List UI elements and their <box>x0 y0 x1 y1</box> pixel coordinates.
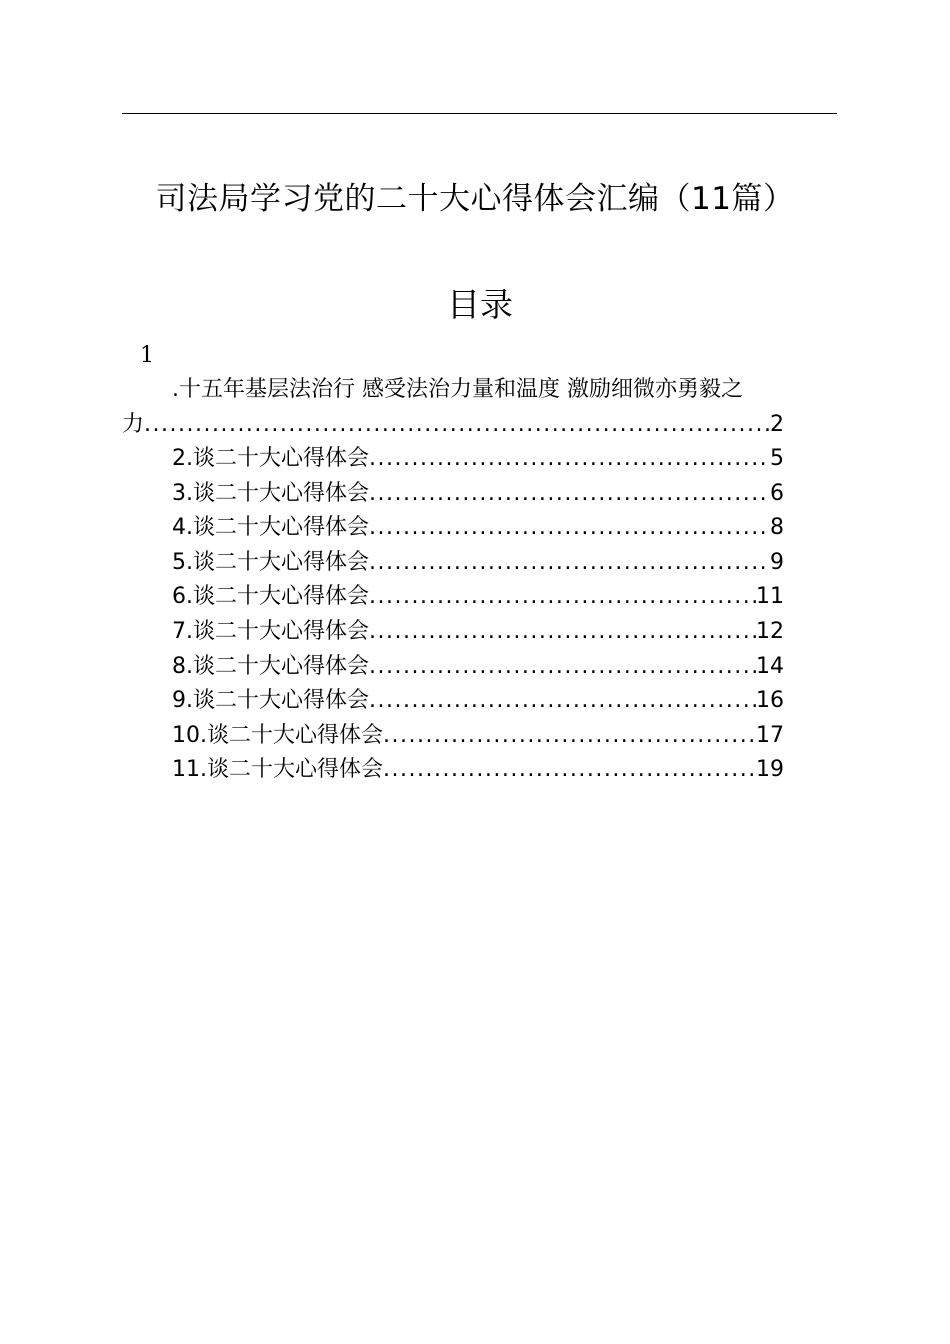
toc-entry-page: 11 <box>756 584 784 610</box>
toc-dot-leader <box>369 547 770 579</box>
toc-entry[interactable] <box>172 720 784 755</box>
toc-entry[interactable] <box>172 581 784 616</box>
toc-entry-page: 9 <box>770 549 784 575</box>
toc-entry-1-continuation[interactable] <box>122 409 784 441</box>
toc-entry-page: 8 <box>770 515 784 541</box>
toc-entry-label: 10.谈二十大心得体会 <box>172 722 383 748</box>
toc-entry-label: 5.谈二十大心得体会 <box>172 549 369 575</box>
toc-entry-page: 14 <box>756 653 784 679</box>
toc-entry-page: 5 <box>770 446 784 471</box>
toc-entry[interactable] <box>172 754 784 789</box>
toc-dot-leader <box>144 409 770 441</box>
toc-dot-leader <box>369 512 770 544</box>
toc-entry-label: 9.谈二十大心得体会 <box>172 688 369 714</box>
toc-entry-label: 7.谈二十大心得体会 <box>172 618 369 644</box>
toc-entry-1-number: 1 <box>140 343 154 368</box>
toc-entry[interactable] <box>172 685 784 720</box>
toc-entry[interactable] <box>172 651 784 686</box>
toc-entry-1-page: 2 <box>770 412 784 437</box>
toc-list <box>172 443 784 789</box>
toc-entry-label: 8.谈二十大心得体会 <box>172 653 369 679</box>
toc-entry[interactable] <box>172 512 784 547</box>
toc-entry[interactable] <box>172 478 784 513</box>
toc-entry-label: 4.谈二十大心得体会 <box>172 515 369 541</box>
toc-entry-page: 6 <box>770 480 784 506</box>
toc-entry-page: 17 <box>756 722 784 748</box>
toc-heading: 目录 <box>447 285 513 324</box>
toc-dot-leader <box>369 685 756 717</box>
toc-dot-leader <box>369 651 756 683</box>
toc-dot-leader <box>369 581 756 613</box>
document-title: 司法局学习党的二十大心得体会汇编（11篇） <box>155 181 795 217</box>
toc-entry[interactable] <box>172 616 784 651</box>
toc-entry[interactable] <box>172 547 784 582</box>
toc-dot-leader <box>369 478 770 510</box>
toc-entry-label: 3.谈二十大心得体会 <box>172 480 369 506</box>
header-rule <box>122 113 837 114</box>
toc-dot-leader <box>369 616 756 648</box>
toc-entry-label: 2.谈二十大心得体会 <box>172 446 369 471</box>
toc-dot-leader <box>383 720 756 752</box>
toc-entry-1-title[interactable]: .十五年基层法治行 感受法治力量和温度 激励细微亦勇毅之 <box>172 377 743 402</box>
toc-dot-leader <box>383 754 756 786</box>
toc-entry-page: 19 <box>756 757 784 783</box>
toc-entry[interactable] <box>172 443 784 478</box>
toc-entry-label: 6.谈二十大心得体会 <box>172 584 369 610</box>
toc-dot-leader <box>369 443 770 475</box>
toc-entry-1-title-wrap: 力 <box>122 412 145 437</box>
toc-entry-page: 12 <box>756 618 784 644</box>
toc-entry-page: 16 <box>756 688 784 714</box>
toc-entry-label: 11.谈二十大心得体会 <box>172 757 383 783</box>
